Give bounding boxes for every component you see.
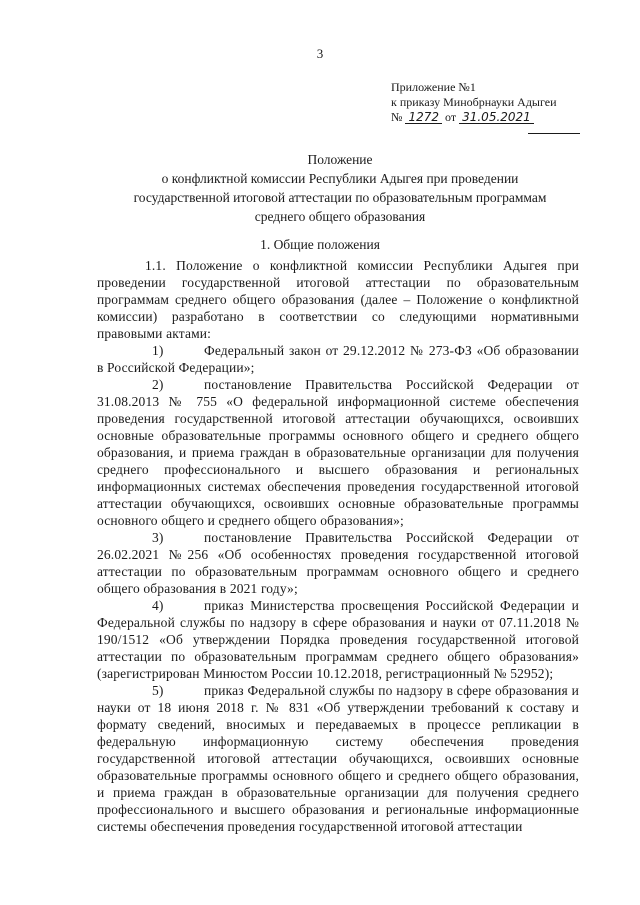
list-item	[97, 376, 579, 529]
paragraph-1-1: 1.1. Положение о конфликтной комиссии Республики Адыгея при проведении государственной итоговой аттестации по образовательным программам среднего общего образования (далее – Положение о конфликтной комиссии) разработано в соответствии со следующими нормативными правовыми актами:	[97, 258, 579, 341]
list-item-text: Федеральный закон от 29.12.2012 № 273-ФЗ «Об образовании в Российской Федерации»;	[97, 343, 579, 375]
list-item	[97, 682, 579, 835]
title-heading: Положение	[307, 152, 373, 167]
list-item-text: постановление Правительства Российской Федерации от 31.08.2013 № 755 «О федеральной информационной системе обеспечения проведения государственной итоговой аттестации обучающихся, освоивших основные образовательные программы основного общего и среднего общего образования, и приема граждан в образовательные организации для получения среднего профессионального и высшего образования и региональных информационных системах обеспечения проведения государственной итоговой аттестации обучающихся, освоивших основные образовательные программы основного общего и среднего общего образования»;	[97, 377, 579, 528]
appendix-order-ref: к приказу Минобрнауки Адыгеи	[391, 95, 557, 109]
list-item-number: 2)	[152, 377, 164, 392]
list-item-text: приказ Министерства просвещения Российской Федерации и Федеральной службы по надзору в сфере образования и науки от 07.11.2018 № 190/1512 «Об утверждении Порядка проведения государственной итоговой аттестации по образовательным программам среднего общего образования» (зарегистрирован Минюстом России 10.12.2018, регистрационный № 52952);	[97, 598, 579, 681]
order-number: 1272	[405, 111, 442, 124]
title-line: среднего общего образования	[254, 209, 426, 224]
list-item-number: 3)	[152, 530, 164, 545]
list-item-text: постановление Правительства Российской Федерации от 26.02.2021 №256 «Об особенностях проведения государственной итоговой аттестации по образовательным программам основного общего и среднего общего образования в 2021 году»;	[97, 530, 579, 596]
number-label: №	[391, 110, 403, 124]
appendix-block	[391, 80, 557, 125]
page-number: 3	[316, 46, 324, 61]
title-line: государственной итоговой аттестации по образовательным программам	[133, 190, 547, 205]
list-item	[97, 342, 579, 376]
date-label: от	[445, 110, 457, 124]
appendix-title: Приложение №1	[391, 80, 476, 94]
list-item-number: 5)	[152, 683, 164, 698]
signature-line	[528, 133, 580, 134]
section-heading: 1. Общие положения	[260, 237, 380, 252]
list-item-number: 1)	[152, 343, 164, 358]
list-item	[97, 597, 579, 682]
title-line: о конфликтной комиссии Республики Адыгея при проведении	[161, 171, 519, 186]
list-item	[97, 529, 579, 597]
order-date: 31.05.2021	[459, 111, 534, 124]
appendix-number-date	[391, 110, 557, 125]
document-title	[100, 150, 580, 226]
document-body	[97, 257, 579, 835]
list-item-number: 4)	[152, 598, 164, 613]
list-item-text: приказ Федеральной службы по надзору в сфере образования и науки от 18 июня 2018 г. № 831 «Об утверждении требований к составу и формату сведений, вносимых и передаваемых в процессе репликации в федеральную информационную систему обеспечения проведения государственной итоговой аттестации обучающихся, освоивших основные образовательные программы основного общего и среднего общего образования, и приема граждан в образовательные организации для получения среднего профессионального и высшего образования и региональные информационные системы обеспечения проведения государственной итоговой аттестации	[97, 683, 579, 834]
